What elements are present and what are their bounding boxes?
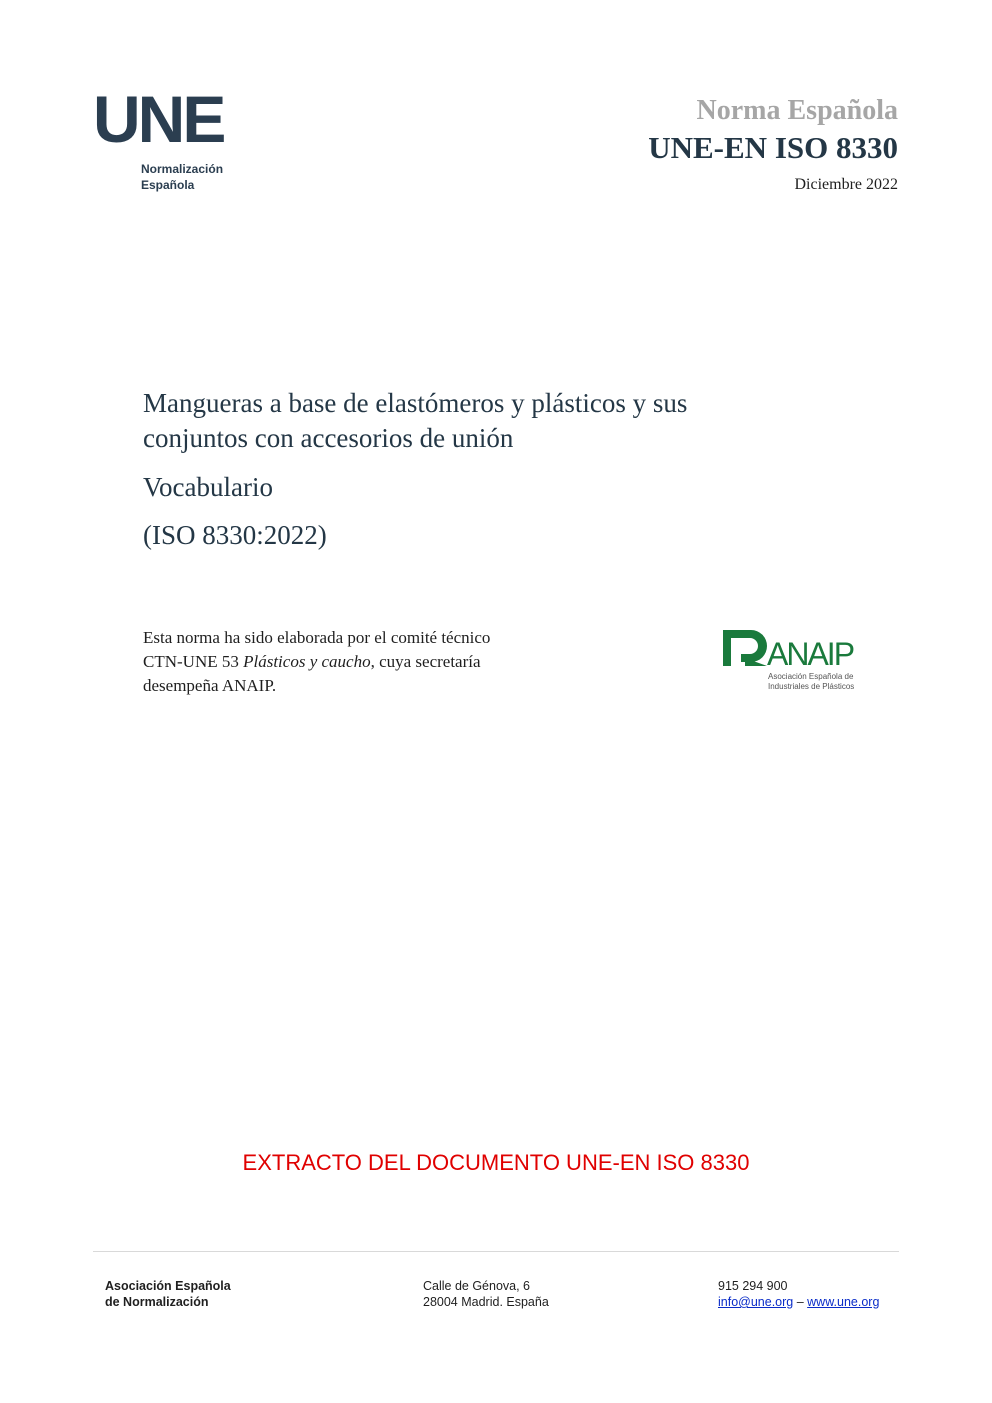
- footer-link-separator: –: [793, 1295, 808, 1309]
- norma-label: Norma Española: [696, 95, 898, 126]
- committee-suffix: , cuya secretaría: [370, 652, 481, 671]
- anaip-wordmark: ANAIP: [767, 636, 854, 670]
- norma-code: UNE-EN ISO 8330: [648, 130, 898, 165]
- anaip-subtitle-line2: Industriales de Plásticos: [768, 682, 855, 691]
- website-link[interactable]: www.une.org: [807, 1295, 880, 1309]
- document-subtitle: Vocabulario: [143, 472, 273, 502]
- extract-notice: EXTRACTO DEL DOCUMENTO UNE-EN ISO 8330: [242, 1150, 750, 1175]
- document-title-line1: Mangueras a base de elastómeros y plásticos y sus: [143, 388, 688, 418]
- footer-org-line2: de Normalización: [105, 1295, 209, 1309]
- une-logo-subtitle-line1: Normalización: [141, 162, 224, 176]
- footer-phone: 915 294 900: [718, 1279, 788, 1293]
- footer-divider: [93, 1251, 899, 1252]
- committee-name: Plásticos y caucho: [243, 652, 371, 671]
- footer-links: [718, 1294, 879, 1310]
- anaip-mark-icon: [723, 630, 767, 666]
- iso-reference: (ISO 8330:2022): [143, 520, 327, 550]
- footer-address-line1: Calle de Génova, 6: [423, 1279, 531, 1293]
- document-title: [143, 386, 863, 456]
- email-link[interactable]: info@une.org: [718, 1295, 794, 1309]
- norma-date: Diciembre 2022: [794, 176, 898, 193]
- committee-code: CTN-UNE 53: [143, 652, 244, 671]
- footer-address: [423, 1278, 549, 1310]
- footer-contact: [718, 1278, 879, 1310]
- une-logo-subtitle-line2: Española: [141, 178, 195, 192]
- une-logo-wordmark: UNE: [93, 88, 224, 148]
- committee-statement: [143, 626, 613, 698]
- committee-line1: Esta norma ha sido elaborada por el comité técnico: [143, 628, 491, 647]
- document-title-line2: conjuntos con accesorios de unión: [143, 423, 514, 453]
- committee-line2: [143, 650, 613, 674]
- committee-line3: desempeña ANAIP.: [143, 676, 277, 695]
- footer-org-line1: Asociación Española: [105, 1279, 231, 1293]
- une-logo-mark-icon: [93, 88, 233, 148]
- footer-address-line2: 28004 Madrid. España: [423, 1295, 549, 1309]
- anaip-subtitle-line1: Asociación Española de: [768, 672, 854, 681]
- footer-organization: [105, 1278, 231, 1310]
